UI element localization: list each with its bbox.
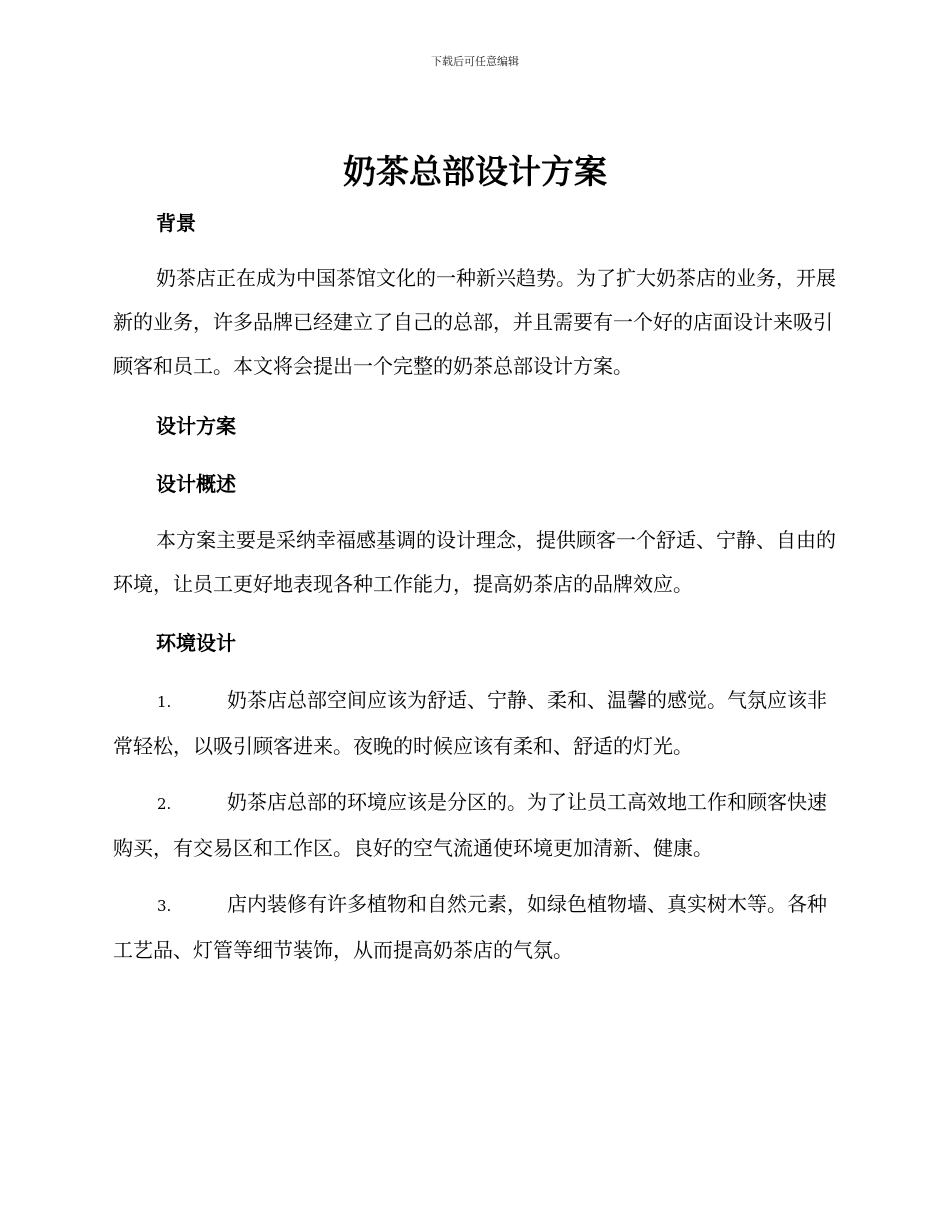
section-heading-environment-design: 环境设计 (156, 631, 236, 655)
section-heading-background: 背景 (156, 211, 196, 235)
list-item-text: 店内装修有许多植物和自然元素，如绿色植物墙、真实树木等。各种工艺品、灯管等细节装饰，从而提高奶茶店的气氛。 (113, 892, 827, 962)
list-item (113, 882, 838, 972)
header-note: 下载后可任意编辑 (431, 55, 519, 68)
list-item (113, 780, 838, 870)
section-heading-design-overview: 设计概述 (156, 472, 236, 496)
section-heading-design-plan: 设计方案 (156, 414, 236, 438)
list-item-number: 2. (157, 795, 172, 813)
list-item-text: 奶茶店总部的环境应该是分区的。为了让员工高效地工作和顾客快速购买，有交易区和工作区。良好的空气流通使环境更加清新、健康。 (113, 790, 827, 860)
paragraph-background: 奶茶店正在成为中国茶馆文化的一种新兴趋势。为了扩大奶茶店的业务，开展新的业务，许多品牌已经建立了自己的总部，并且需要有一个好的店面设计来吸引顾客和员工。本文将会提出一个完整的奶茶总部设计方案。 (113, 266, 836, 378)
paragraph-design-overview: 本方案主要是采纳幸福感基调的设计理念，提供顾客一个舒适、宁静、自由的环境，让员工更好地表现各种工作能力，提高奶茶店的品牌效应。 (113, 528, 836, 596)
list-item-text: 奶茶店总部空间应该为舒适、宁静、柔和、温馨的感觉。气氛应该非常轻松，以吸引顾客进来。夜晚的时候应该有柔和、舒适的灯光。 (113, 688, 827, 758)
list-item-number: 1. (157, 693, 172, 711)
list-item (113, 678, 838, 768)
document-title: 奶茶总部设计方案 (343, 152, 607, 191)
list-item-number: 3. (157, 897, 172, 915)
